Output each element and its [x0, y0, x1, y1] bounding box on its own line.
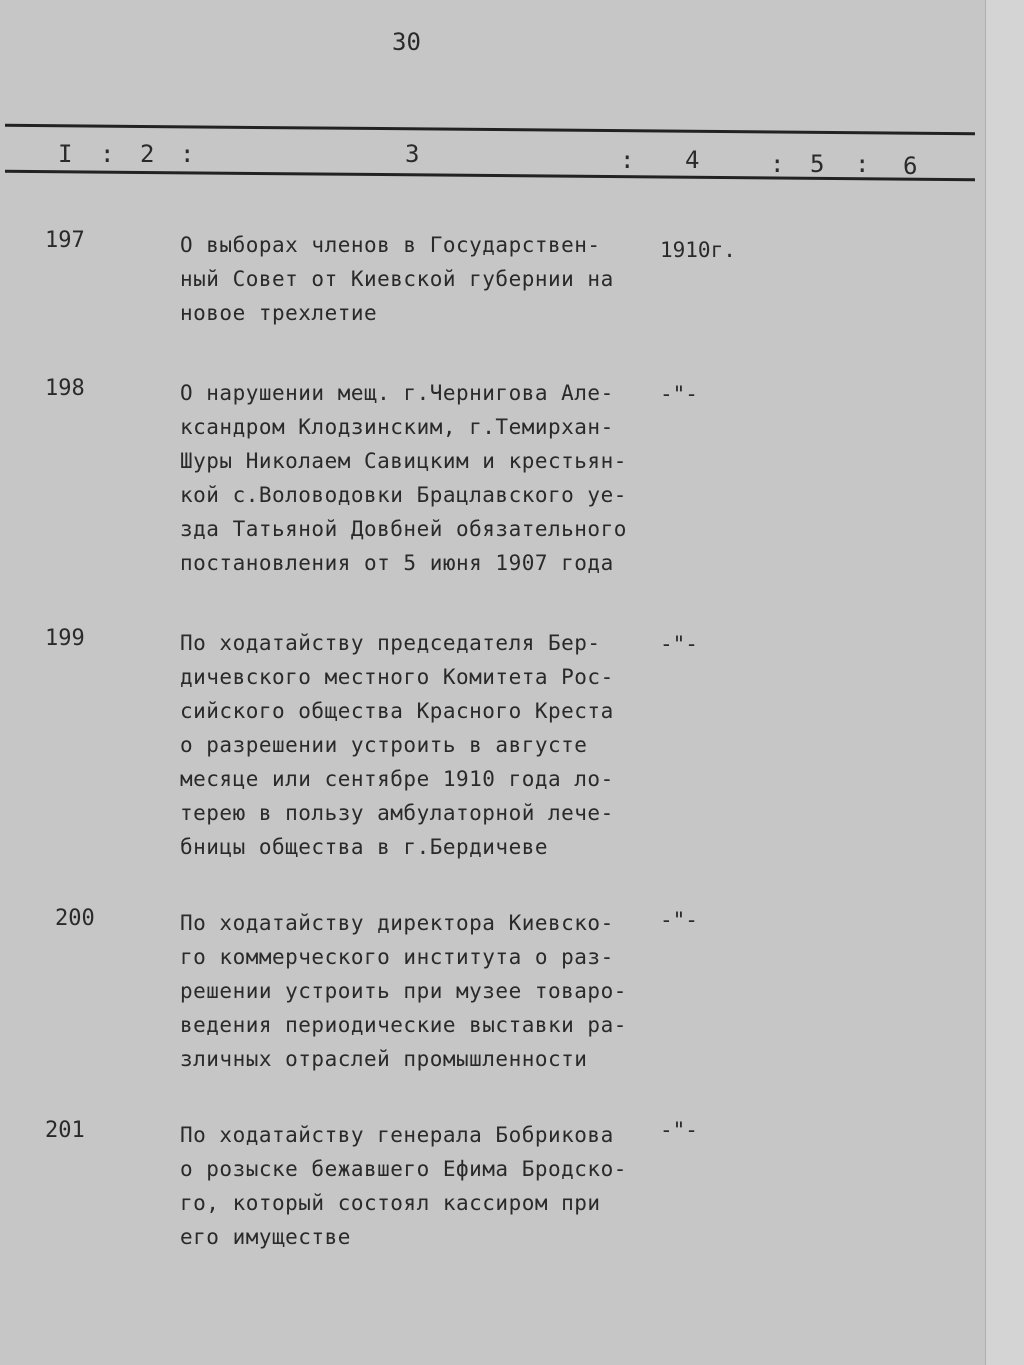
col-header-2: 2	[140, 140, 155, 168]
entry-number: 201	[45, 1118, 85, 1143]
col-header-5: 5	[810, 150, 825, 178]
col-header-6: 6	[903, 152, 918, 180]
entry-text: О выборах членов в Государствен- ный Совет от Киевской губернии на новое трехлетие	[180, 233, 614, 325]
page-edge	[985, 0, 1024, 1365]
col-sep: :	[100, 140, 115, 168]
entry-date: -"-	[660, 382, 698, 406]
col-header-1: I	[58, 140, 73, 168]
entry-text: По ходатайству председателя Бер- дичевского местного Комитета Рос- сийского общества Красного Креста о разрешении устроить в августе месяце или сентябре 1910 года ло- терею в пользу амбулаторной лече- бницы общества в г.Бердичеве	[180, 631, 614, 859]
col-sep: :	[770, 150, 785, 178]
header-bottom-rule	[5, 170, 975, 181]
entry-date: -"-	[660, 908, 698, 932]
entry-text: О нарушении мещ. г.Чернигова Але- ксандром Клодзинским, г.Темирхан- Шуры Николаем Савицким и крестьян- кой с.Воловодовки Брацлавского уе- зда Татьяной Довбней обязательного постановления от 5 июня 1907 года	[180, 381, 627, 575]
entry-text: По ходатайству директора Киевско- го коммерческого института о раз- решении устроить при музее товаро- ведения периодические выставки ра- зличных отраслей промышленности	[180, 911, 627, 1071]
col-sep: :	[620, 146, 635, 174]
entry-text: По ходатайству генерала Бобрикова о розыске бежавшего Ефима Бродско- го, который состоял кассиром при его имуществе	[180, 1123, 627, 1249]
col-sep: :	[180, 140, 195, 168]
entry-number: 198	[45, 376, 85, 401]
entry-number: 199	[45, 626, 85, 651]
entry-number: 197	[45, 228, 85, 253]
col-header-3: 3	[405, 140, 420, 168]
header-top-rule	[5, 124, 975, 135]
col-sep: :	[855, 150, 870, 178]
entry-date: -"-	[660, 1118, 698, 1142]
entry-date: 1910г.	[660, 238, 736, 262]
col-header-4: 4	[685, 146, 700, 174]
page-number: 30	[392, 28, 421, 56]
entry-date: -"-	[660, 632, 698, 656]
entry-number: 200	[55, 906, 95, 931]
